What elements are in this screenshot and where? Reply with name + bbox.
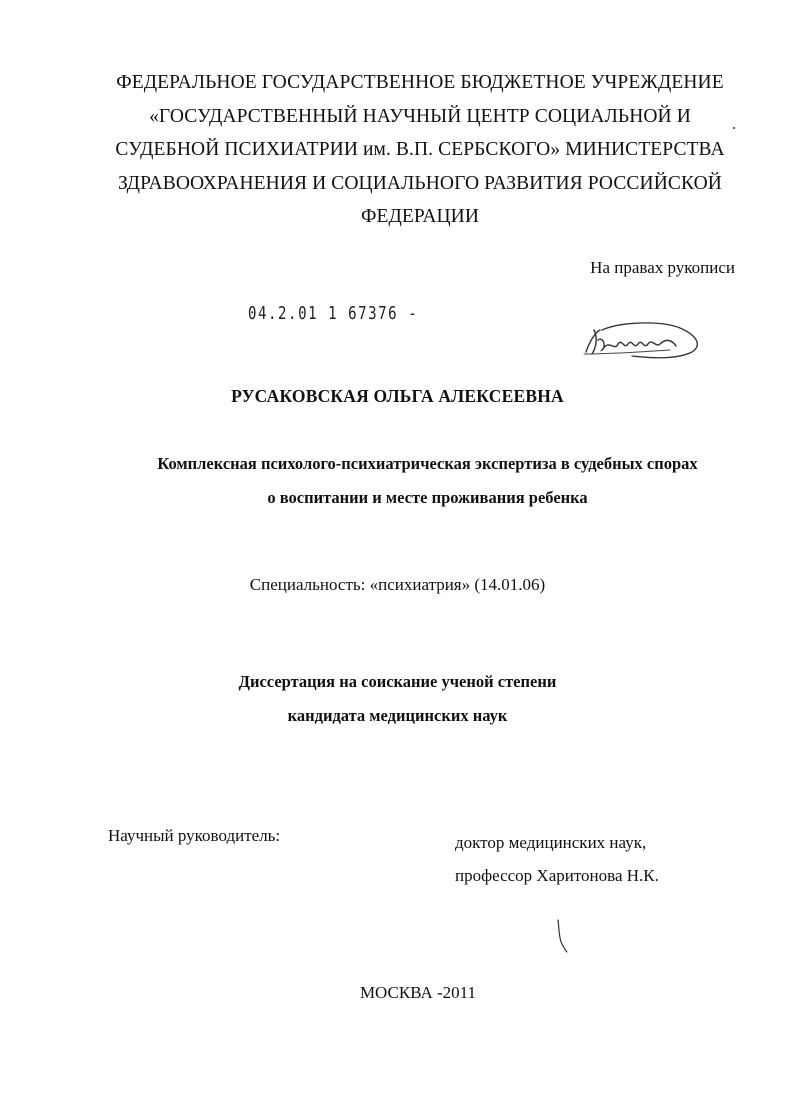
- city-year: МОСКВА -2011: [359, 983, 477, 1002]
- supervisor-line: доктор медицинских наук,: [455, 833, 647, 852]
- supervisor-info: [455, 826, 659, 892]
- degree-line: кандидата медицинских наук: [287, 706, 508, 725]
- supervisor-label: Научный руководитель:: [108, 826, 281, 845]
- degree-statement: [0, 665, 795, 733]
- archive-stamp: 04.2.01 1 67376 -: [248, 303, 419, 324]
- manuscript-note: На правах рукописи: [590, 258, 735, 277]
- dissertation-title: [60, 447, 795, 515]
- signature-icon: [580, 318, 710, 366]
- institution-header: [60, 66, 780, 234]
- specialty: Специальность: «психиатрия» (14.01.06): [249, 575, 546, 594]
- institution-line: ФЕДЕРАЦИИ: [360, 206, 480, 227]
- degree-line: Диссертация на соискание ученой степени: [238, 672, 557, 691]
- scan-speck: [733, 127, 735, 129]
- institution-line: ЗДРАВООХРАНЕНИЯ И СОЦИАЛЬНОГО РАЗВИТИЯ РОССИЙСКОЙ: [118, 172, 722, 194]
- institution-line: «ГОСУДАРСТВЕННЫЙ НАУЧНЫЙ ЦЕНТР СОЦИАЛЬНОЙ И: [149, 105, 691, 127]
- title-line: Комплексная психолого-психиатрическая экспертиза в судебных спорах: [157, 454, 698, 473]
- title-line: о воспитании и месте проживания ребенка: [267, 488, 588, 507]
- institution-line: СУДЕБНОЙ ПСИХИАТРИИ им. В.П. СЕРБСКОГО» МИНИСТЕРСТВА: [115, 139, 725, 160]
- author-name: РУСАКОВСКАЯ ОЛЬГА АЛЕКСЕЕВНА: [231, 386, 564, 406]
- supervisor-line: профессор Харитонова Н.К.: [455, 866, 659, 885]
- pen-mark-icon: [556, 918, 570, 954]
- institution-line: ФЕДЕРАЛЬНОЕ ГОСУДАРСТВЕННОЕ БЮДЖЕТНОЕ УЧРЕЖДЕНИЕ: [116, 72, 724, 93]
